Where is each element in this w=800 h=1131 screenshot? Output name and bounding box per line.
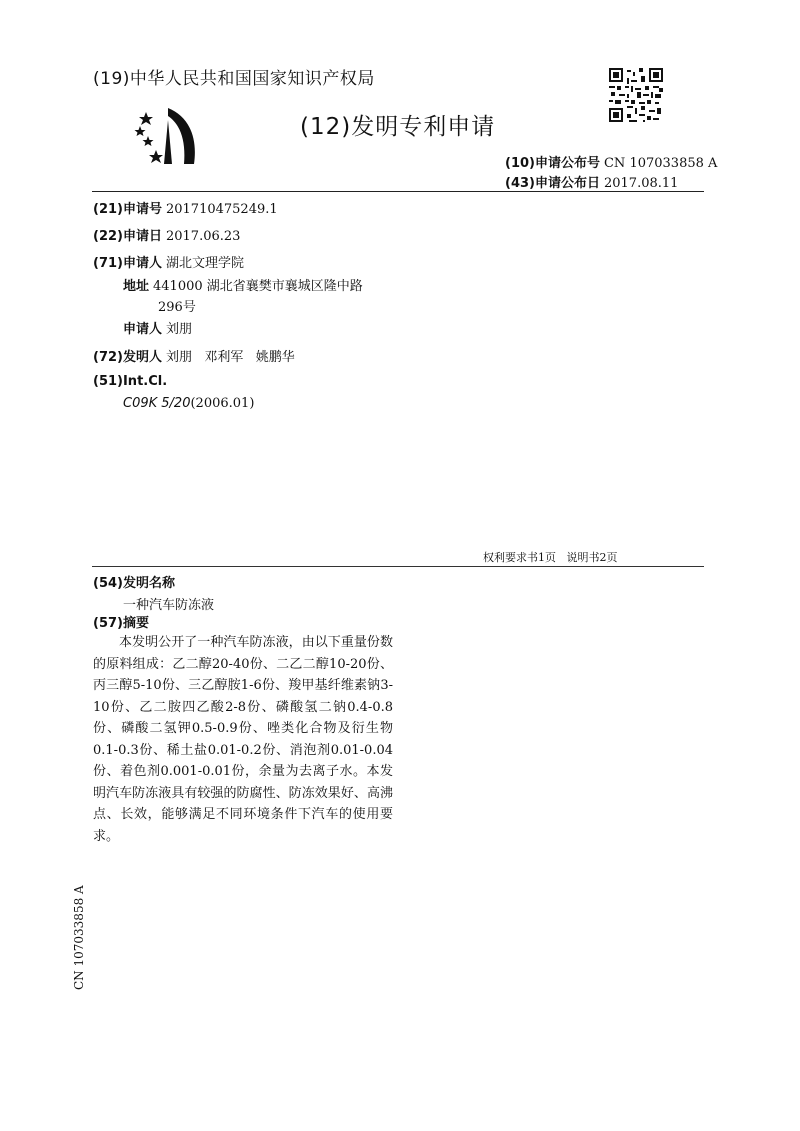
address-line-2: 296号 [158,300,196,315]
applicant-row [93,252,244,271]
application-date: 2017.06.23 [165,229,241,244]
side-publication-number: CN 107033858 A [72,885,86,990]
intcl-label: (51)Int.Cl. [93,374,168,389]
document-type: (12)发明专利申请 [300,114,496,140]
address-row [123,275,363,294]
abstract-divider [92,566,704,567]
inventors: 刘朋 邓利军 姚鹏华 [165,350,295,365]
publication-number-row [505,152,717,171]
address-label: 地址 [123,279,150,294]
second-applicant-label: 申请人 [123,322,163,337]
second-applicant-name: 刘朋 [166,322,193,337]
publication-date: 2017.08.11 [603,176,679,191]
applicant-name: 湖北文理学院 [165,256,244,271]
application-number-row [93,198,278,217]
application-date-row [93,225,240,244]
intcl-classification [123,396,254,411]
publication-number-label: (10)申请公布号 [505,156,600,171]
publication-date-row [505,172,678,191]
abstract-label: (57)摘要 [93,616,149,631]
page-count: 权利要求书1页 说明书2页 [483,551,618,564]
inventors-row [93,346,295,365]
invention-title-label: (54)发明名称 [93,576,175,591]
applicant-label: (71)申请人 [93,256,162,271]
qr-code-icon [609,68,663,122]
inventors-label: (72)发明人 [93,350,162,365]
header-divider [92,191,704,192]
cnipa-logo-icon [128,106,208,166]
invention-title: 一种汽车防冻液 [123,598,215,613]
office-name: (19)中华人民共和国国家知识产权局 [93,69,375,89]
intcl-code: C09K 5/20 [123,396,191,411]
intcl-row [93,374,167,389]
second-applicant-row [123,318,192,337]
publication-number: CN 107033858 A [603,156,718,171]
intcl-year: (2006.01) [190,396,255,411]
application-date-label: (22)申请日 [93,229,162,244]
publication-date-label: (43)申请公布日 [505,176,600,191]
abstract-text: 本发明公开了一种汽车防冻液，由以下重量份数的原料组成：乙二醇20-40份、二乙二醇10-20份、丙三醇5-10份、三乙醇胺1-6份、羧甲基纤维素钠3-10份、乙二胺四乙酸2-8份、磷酸氢二钠0.4-0.8份、磷酸二氢钾0.5-0.9份、唑类化合物及衍生物0.1-0.3份、稀土盐0.01-0.2份、消泡剂0.01-0.04份、着色剂0.001-0.01份，余量为去离子水。本发明汽车防冻液具有较强的防腐性、防冻效果好、高沸点、长效，能够满足不同环境条件下汽车的使用要求。 [93,635,393,844]
application-number-label: (21)申请号 [93,202,162,217]
application-number: 201710475249.1 [165,202,278,217]
address-line-1: 441000 湖北省襄樊市襄城区隆中路 [153,279,363,294]
